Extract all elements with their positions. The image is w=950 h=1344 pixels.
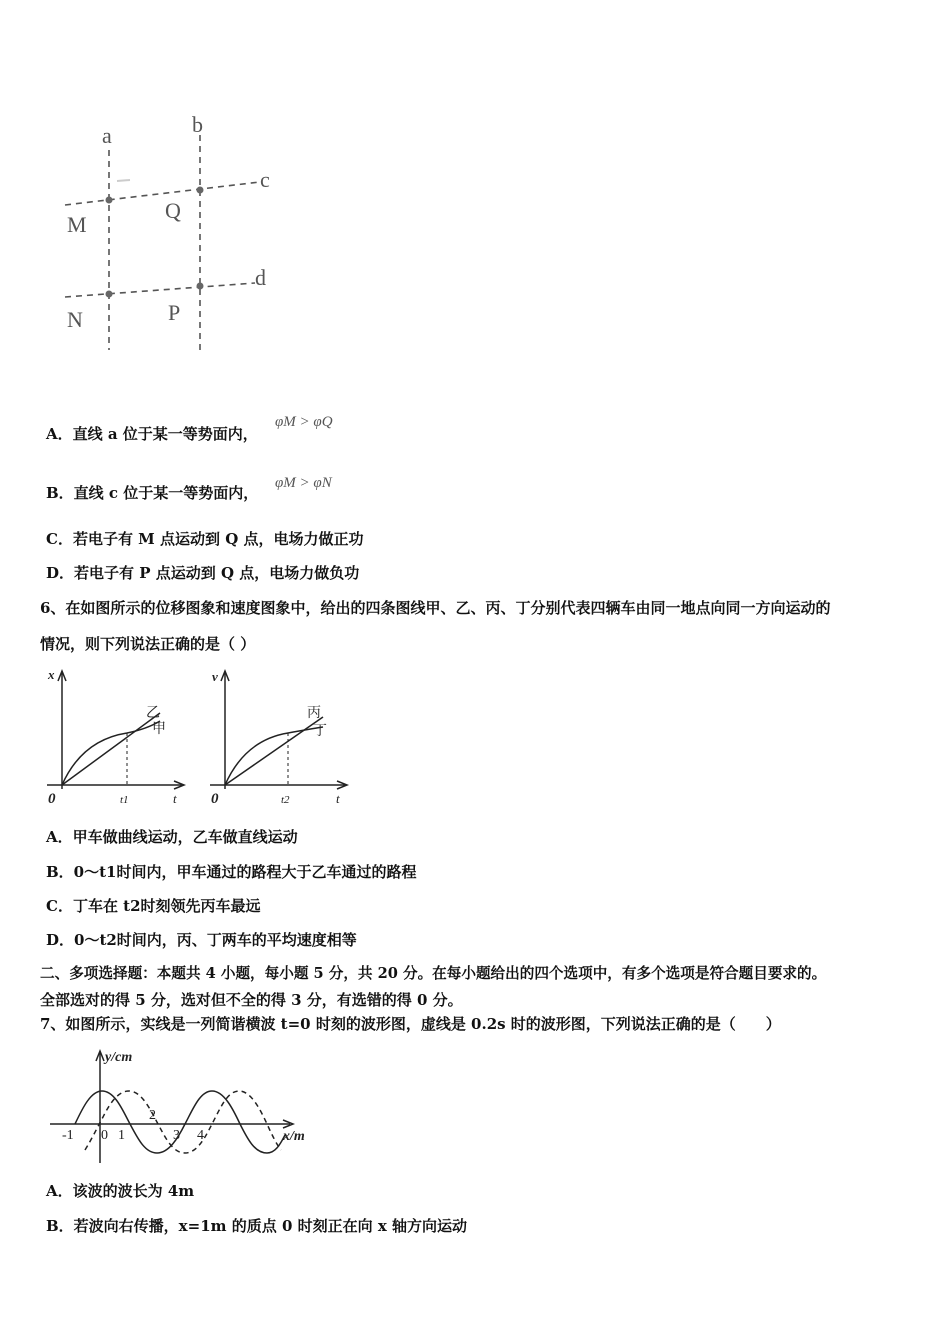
q7-stem: 7、如图所示，实线是一列简谐横波 t=0 时刻的波形图，虚线是 0.2s 时的波形图，下列说法正确的是（ ） (40, 1015, 781, 1033)
g2-curve1-label: 丙 (307, 706, 321, 721)
q7-x-label: x/m (283, 1129, 305, 1144)
q5-option-b-formula (275, 475, 332, 492)
g2-curve-straight (225, 717, 323, 785)
formula-b-text: φM > φN (275, 475, 332, 491)
g1-curve2-label: 甲 (152, 722, 166, 737)
q5-option-b: B．直线 c 位于某一等势面内， (46, 484, 259, 502)
label-P: P (168, 300, 181, 325)
point-P (197, 283, 204, 290)
q6-graph-displacement (42, 665, 192, 810)
q6-graph-velocity (205, 665, 355, 810)
q5-option-a: A．直线 a 位于某一等势面内， (46, 425, 258, 443)
q7-tick-3: 3 (173, 1128, 180, 1143)
label-N: N (67, 307, 83, 332)
q5-figure (55, 105, 355, 365)
label-b: b (192, 112, 203, 137)
q6-option-d: D．0～t2时间内，丙、丁两车的平均速度相等 (46, 931, 357, 949)
q7-tick-neg1: -1 (62, 1128, 74, 1143)
g2-y-label: v (212, 669, 218, 684)
g2-x-label: t (336, 791, 340, 806)
q7-tick-2: 2 (149, 1108, 156, 1123)
g1-y-label: x (48, 667, 55, 682)
g1-curve-straight (62, 713, 160, 785)
g1-x-label: t (173, 791, 177, 806)
q6-stem-line1: 6、在如图所示的位移图象和速度图象中，给出的四条图线甲、乙、丙、丁分别代表四辆车由同一地点向同一方向运动的 (40, 599, 831, 617)
g2-curve-arc (225, 727, 323, 785)
q6-option-b: B．0～t1时间内，甲车通过的路程大于乙车通过的路程 (46, 863, 417, 881)
q5-option-c: C．若电子有 M 点运动到 Q 点，电场力做正功 (46, 530, 364, 548)
g1-curve1-label: 乙 (146, 706, 160, 721)
section2-instructions-line2: 全部选对的得 5 分，选对但不全的得 3 分，有选错的得 0 分。 (40, 991, 463, 1009)
label-a: a (102, 123, 112, 148)
point-N (106, 291, 113, 298)
q7-solid-wave (75, 1091, 285, 1153)
q5-option-d: D．若电子有 P 点运动到 Q 点，电场力做负功 (46, 564, 360, 582)
label-d: d (255, 265, 266, 290)
q6-option-c: C．丁车在 t2时刻领先丙车最远 (46, 897, 261, 915)
q7-tick-0: 0 (101, 1128, 108, 1143)
q7-option-a: A．该波的波长为 4m (46, 1182, 195, 1200)
label-c: c (260, 167, 270, 192)
q6-stem-line2: 情况，则下列说法正确的是（ ） (40, 635, 256, 653)
q7-wave-figure (45, 1045, 335, 1170)
formula-a-text: φM > φQ (275, 414, 333, 430)
g2-origin: 0 (211, 791, 219, 807)
label-M: M (67, 212, 87, 237)
point-Q (197, 187, 204, 194)
point-M (106, 197, 113, 204)
q7-option-b: B．若波向右传播，x=1m 的质点 0 时刻正在向 x 轴方向运动 (46, 1217, 467, 1235)
q7-y-label: y/cm (105, 1050, 133, 1065)
line-d (65, 283, 255, 297)
q7-tick-1: 1 (118, 1128, 125, 1143)
g2-curve2-label: 丁 (313, 724, 327, 739)
g1-tick: t1 (120, 794, 129, 806)
g2-tick: t2 (281, 794, 290, 806)
faint-arrow (117, 180, 130, 181)
g1-curve-arc (62, 721, 160, 785)
q7-tick-4: 4 (197, 1128, 204, 1143)
line-c (65, 182, 260, 205)
q6-option-a: A．甲车做曲线运动，乙车做直线运动 (46, 828, 298, 846)
g1-origin: 0 (48, 791, 56, 807)
section2-instructions-line1: 二、多项选择题：本题共 4 小题，每小题 5 分，共 20 分。在每小题给出的四个选项中，有多个选项是符合题目要求的。 (40, 965, 827, 982)
label-Q: Q (165, 198, 181, 223)
q5-option-a-formula (275, 414, 333, 431)
